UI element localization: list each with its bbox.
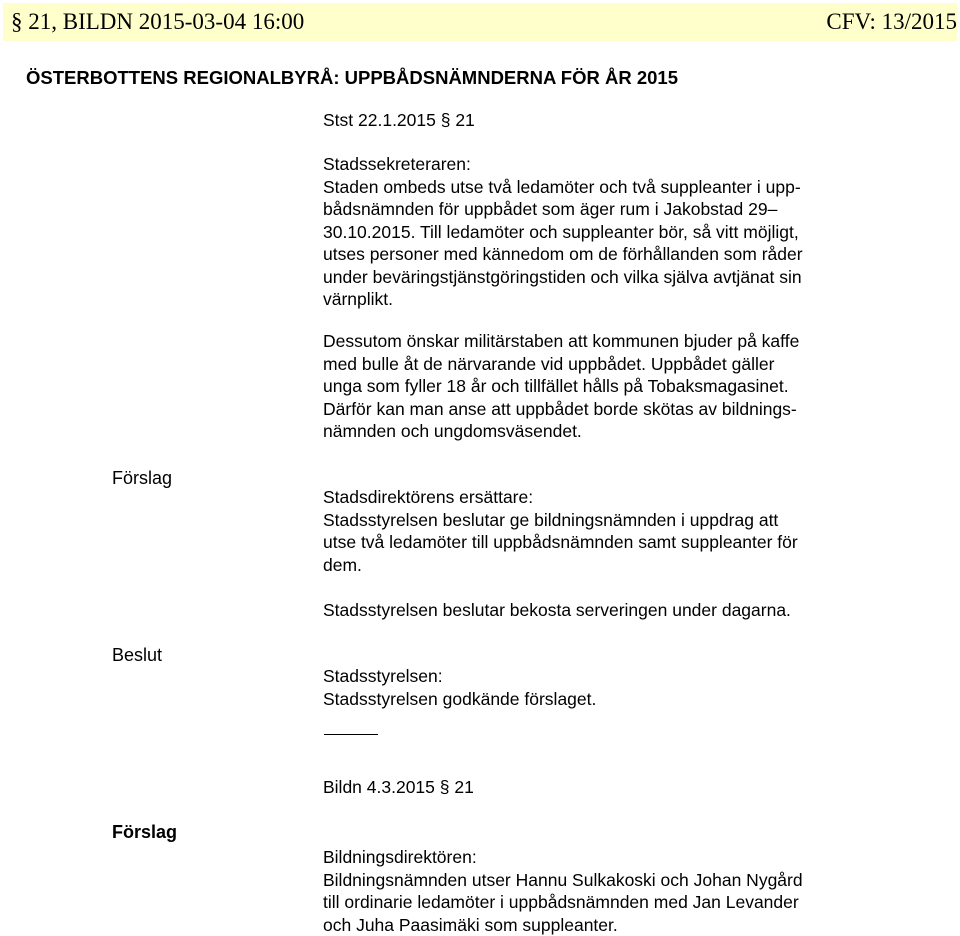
paragraph-line: unga som fyller 18 år och tillfället hålls på Tobaksmagasinet. — [323, 375, 953, 398]
side-label-forslag-bold: Förslag — [112, 822, 177, 843]
paragraph-line: Stadsstyrelsen beslutar ge bildningsnämnden i uppdrag att — [323, 509, 953, 532]
paragraph-line: Stadssekreteraren: — [323, 153, 953, 176]
section-reference: § 21, BILDN 2015-03-04 16:00 — [11, 9, 304, 35]
section-divider — [324, 734, 378, 735]
paragraph-line: Därför kan man anse att uppbådet borde skötas av bildnings- — [323, 398, 953, 421]
bildn-reference-text: Bildn 4.3.2015 § 21 — [323, 776, 953, 799]
paragraph-line: Stadsstyrelsen: — [323, 665, 953, 688]
paragraph-line: utse två ledamöter till uppbådsnämnden samt suppleanter för — [323, 531, 953, 554]
paragraph-line: till ordinarie ledamöter i uppbådsnämnden med Jan Levander — [323, 891, 953, 914]
side-label-forslag: Förslag — [112, 468, 172, 489]
document-title: ÖSTERBOTTENS REGIONALBYRÅ: UPPBÅDSNÄMNDERNA FÖR ÅR 2015 — [26, 67, 678, 89]
paragraph-line: värnplikt. — [323, 288, 953, 311]
stst-reference-text: Stst 22.1.2015 § 21 — [323, 109, 953, 132]
paragraph-line: Dessutom önskar militärstaben att kommunen bjuder på kaffe — [323, 330, 953, 353]
paragraph-line: Stadsstyrelsen godkände förslaget. — [323, 688, 953, 711]
case-number: CFV: 13/2015 — [826, 9, 957, 35]
paragraph-line: Stadsstyrelsen beslutar bekosta serveringen under dagarna. — [323, 599, 953, 622]
paragraph-line: 30.10.2015. Till ledamöter och suppleanter bör, så vitt möjligt, — [323, 221, 953, 244]
paragraph-servering — [323, 599, 953, 622]
paragraph-line: Bildningsdirektören: — [323, 846, 953, 869]
paragraph-line: bådsnämnden för uppbådet som äger rum i Jakobstad 29– — [323, 198, 953, 221]
paragraph-stadssekreteraren — [323, 153, 953, 311]
document-header-bar — [3, 3, 957, 41]
paragraph-line: dem. — [323, 554, 953, 577]
paragraph-line: nämnden och ungdomsväsendet. — [323, 420, 953, 443]
bildn-reference — [323, 776, 953, 799]
paragraph-dessutom — [323, 330, 953, 443]
paragraph-bildningsdirektoren — [323, 846, 953, 936]
paragraph-line: och Juha Paasimäki som suppleanter. — [323, 914, 953, 936]
stst-reference — [323, 109, 953, 132]
side-label-beslut: Beslut — [112, 645, 162, 666]
paragraph-stadsstyrelsen — [323, 665, 953, 710]
paragraph-line: Bildningsnämnden utser Hannu Sulkakoski och Johan Nygård — [323, 869, 953, 892]
paragraph-line: utses personer med kännedom om de förhållanden som råder — [323, 243, 953, 266]
paragraph-line: Staden ombeds utse två ledamöter och två suppleanter i upp- — [323, 176, 953, 199]
paragraph-line: med bulle åt de närvarande vid uppbådet. Uppbådet gäller — [323, 353, 953, 376]
paragraph-stadsdirektorens-ersattare — [323, 486, 953, 576]
paragraph-line: under beväringstjänstgöringstiden och vilka själva avtjänat sin — [323, 266, 953, 289]
paragraph-line: Stadsdirektörens ersättare: — [323, 486, 953, 509]
